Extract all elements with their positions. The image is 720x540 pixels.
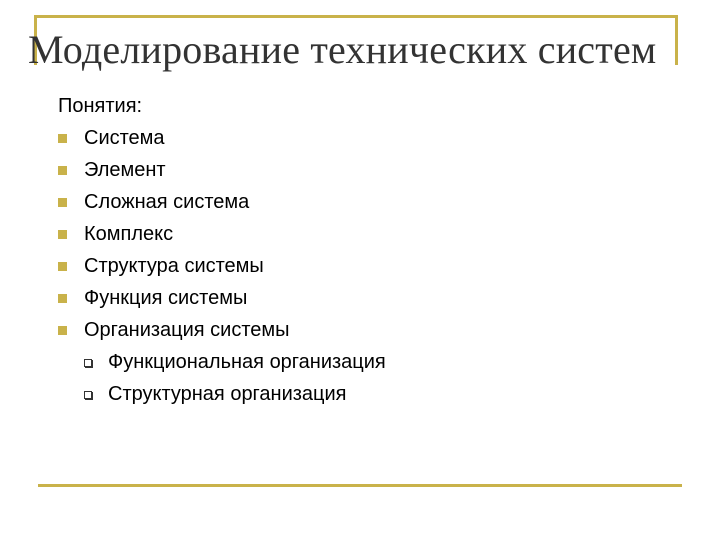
list-item [58,314,386,346]
sub-list-item [58,378,386,410]
square-bullet-icon [58,134,67,143]
square-bullet-icon [58,326,67,335]
list-item [58,154,386,186]
hollow-square-bullet-icon [84,359,92,367]
square-bullet-icon [58,294,67,303]
list-item-label: Организация системы [84,319,290,341]
hollow-square-bullet-icon [84,391,92,399]
square-bullet-icon [58,198,67,207]
list-item [58,282,386,314]
list-item [58,218,386,250]
concepts-heading: Понятия: [58,95,143,117]
frame-top-line [34,15,678,18]
slide-title: Моделирование технических систем [28,27,657,72]
list-item-label: Сложная система [84,191,250,213]
list-item [58,122,386,154]
square-bullet-icon [58,230,67,239]
square-bullet-icon [58,262,67,271]
sub-list-item-label: Функциональная организация [108,351,386,373]
list-item-label: Комплекс [84,223,174,245]
frame-bottom-line [38,484,682,487]
list-item-label: Структура системы [84,255,264,277]
slide-content [58,90,386,410]
square-bullet-icon [58,166,67,175]
sub-list-item [58,346,386,378]
concept-list [58,122,386,410]
frame-right-line [675,15,678,65]
list-item-label: Система [84,127,165,149]
list-item [58,186,386,218]
list-item-label: Элемент [84,159,166,181]
list-item [58,250,386,282]
list-item-label: Функция системы [84,287,248,309]
sub-list-item-label: Структурная организация [108,383,347,405]
